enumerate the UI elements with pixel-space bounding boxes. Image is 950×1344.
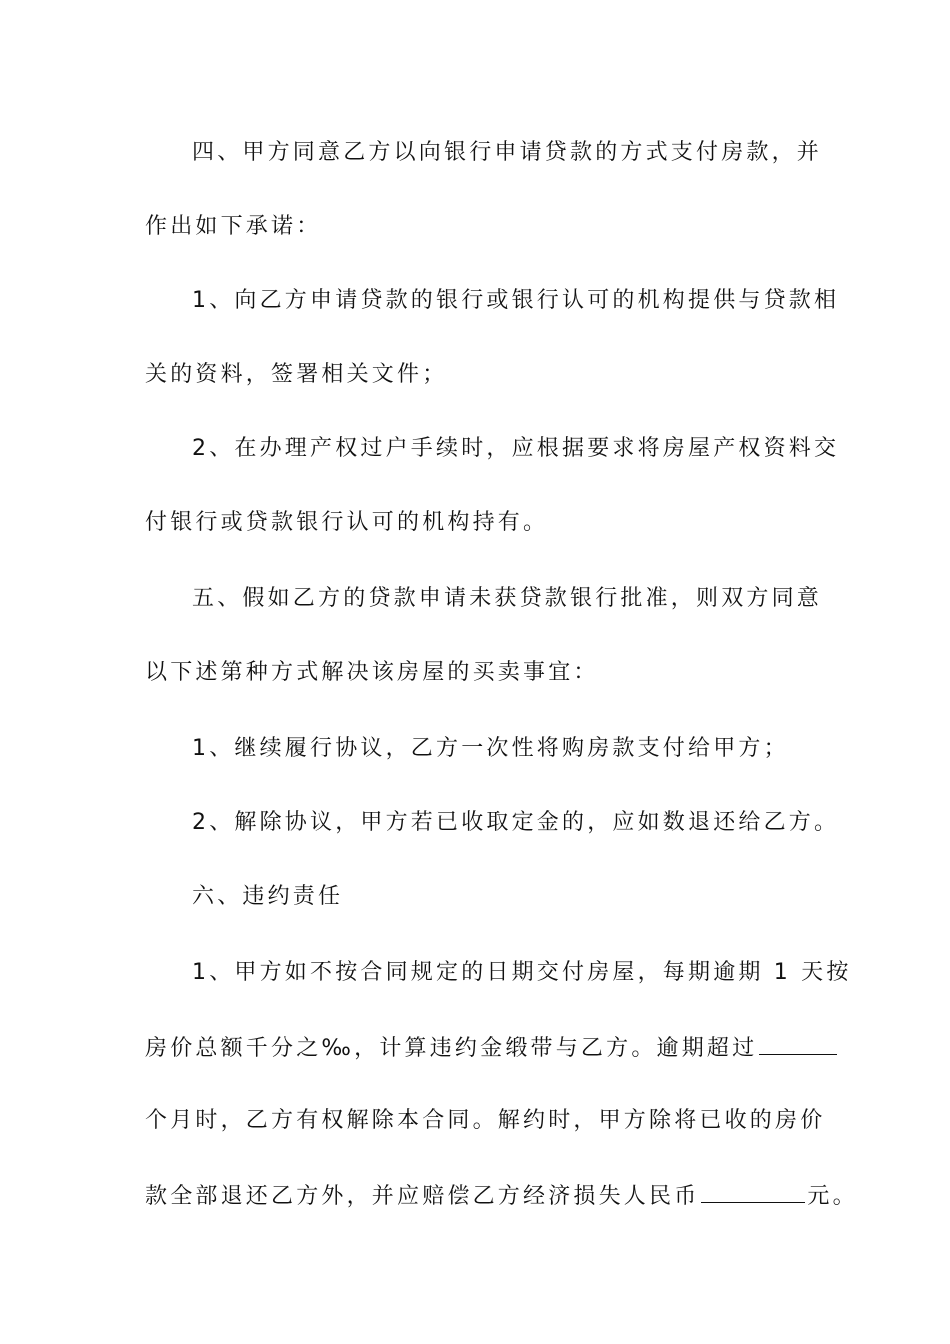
item-4-2-line-1: 2、在办理产权过户手续时，应根据要求将房屋产权资料交 [192,436,840,461]
item-6-1-line-4 [145,1180,858,1212]
blank-months [759,1032,837,1055]
item-4-2-line-2: 付银行或贷款银行认可的机构持有。 [145,510,549,535]
clause-4-line-2: 作出如下承诺： [145,214,322,239]
item-6-1-line-1: 1、甲方如不按合同规定的日期交付房屋，每期逾期 1 天按 [192,960,852,985]
item-4-1-line-2: 关的资料，签署相关文件； [145,362,448,387]
item-6-1-line-2-text: 房价总额千分之‰，计算违约金缎带与乙方。逾期超过 [145,1036,758,1061]
clause-4-line-1: 四、甲方同意乙方以向银行申请贷款的方式支付房款，并 [192,140,823,165]
item-6-1-line-4-text: 款全部退还乙方外，并应赔偿乙方经济损失人民币 [145,1184,700,1209]
item-6-1-line-3: 个月时，乙方有权解除本合同。解约时，甲方除将已收的房价 [145,1108,826,1133]
item-4-1-line-1: 1、向乙方申请贷款的银行或银行认可的机构提供与贷款相 [192,288,840,313]
item-6-1-line-2 [145,1032,825,1064]
blank-amount [701,1180,805,1203]
clause-5-line-2: 以下述第种方式解决该房屋的买卖事宜： [145,660,599,685]
clause-5-line-1: 五、假如乙方的贷款申请未获贷款银行批准，则双方同意 [192,586,823,611]
item-6-1-line-4-end: 元。 [807,1184,858,1209]
item-5-2: 2、解除协议，甲方若已收取定金的，应如数退还给乙方。 [192,810,840,835]
clause-6-heading: 六、违约责任 [192,884,344,909]
item-5-1: 1、继续履行协议，乙方一次性将购房款支付给甲方； [192,736,789,761]
